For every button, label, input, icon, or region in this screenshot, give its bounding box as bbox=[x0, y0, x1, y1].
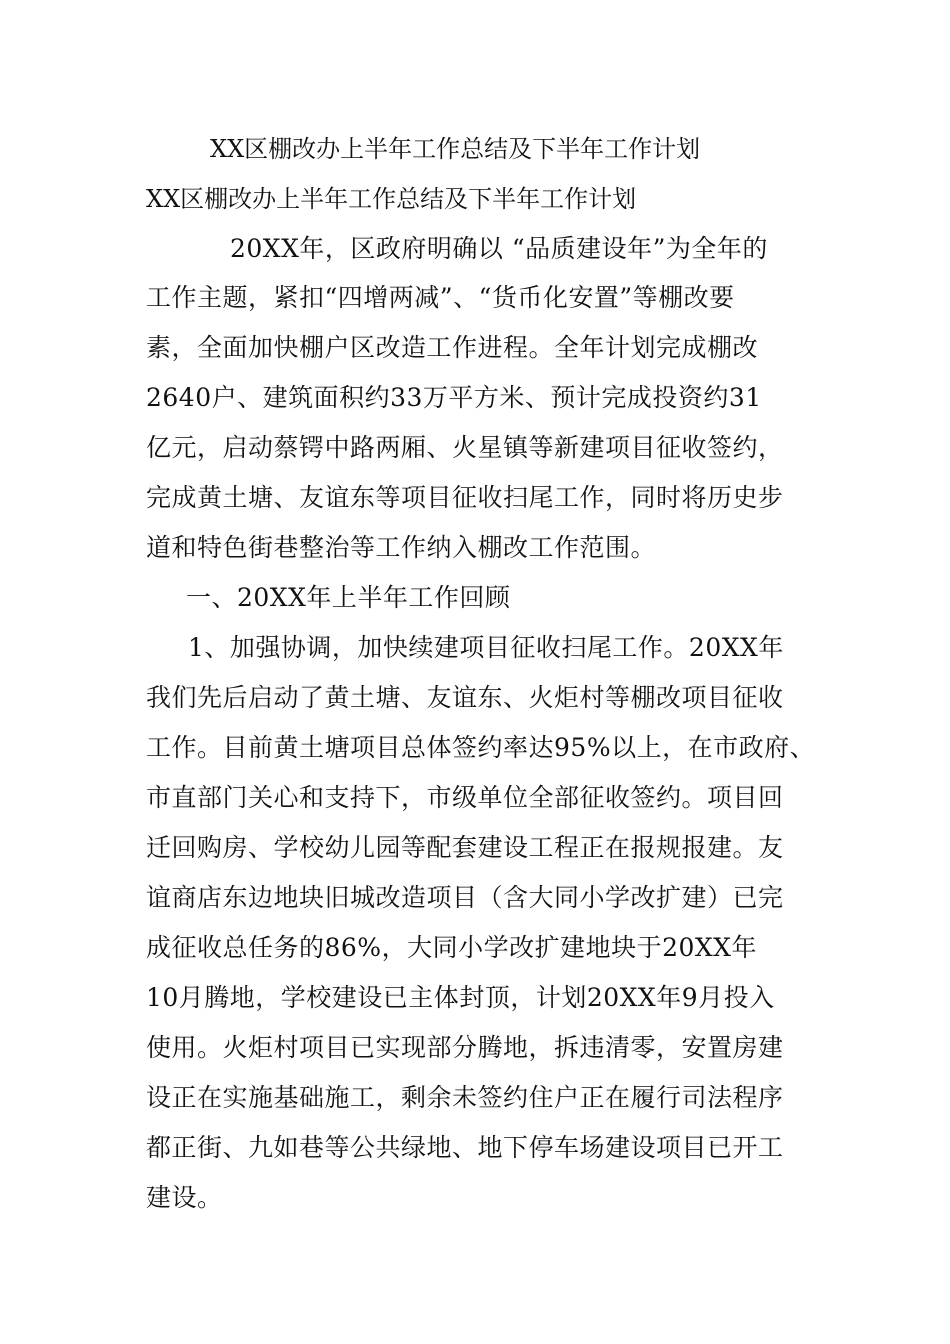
intro-line: 2640户、建筑面积约33万平方米、预计完成投资约31 bbox=[146, 383, 762, 412]
item1-line: 10月腾地，学校建设已主体封顶，计划20XX年9月投入 bbox=[146, 983, 775, 1012]
item1-line: 市直部门关心和支持下，市级单位全部征收签约。项目回 bbox=[146, 783, 784, 812]
intro-line: 亿元，启动蔡锷中路两厢、火星镇等新建项目征收签约， bbox=[146, 433, 784, 462]
intro-line: 完成黄土塘、友谊东等项目征收扫尾工作，同时将历史步 bbox=[146, 483, 784, 512]
intro-line: 20XX年，区政府明确以 “品质建设年”为全年的 bbox=[230, 234, 768, 263]
item1-line: 成征收总任务的86%，大同小学改扩建地块于20XX年 bbox=[146, 933, 757, 962]
section-heading: 一、20XX年上半年工作回顾 bbox=[186, 583, 511, 612]
item1-line: 迁回购房、学校幼儿园等配套建设工程正在报规报建。友 bbox=[146, 833, 784, 862]
item1-line: 谊商店东边地块旧城改造项目（含大同小学改扩建）已完 bbox=[146, 883, 784, 912]
document-title: XX区棚改办上半年工作总结及下半年工作计划 bbox=[210, 135, 701, 163]
item1-line: 都正街、九如巷等公共绿地、地下停车场建设项目已开工 bbox=[146, 1133, 784, 1162]
item1-line: 建设。 bbox=[146, 1183, 223, 1212]
document-subtitle: XX区棚改办上半年工作总结及下半年工作计划 bbox=[146, 185, 637, 213]
item1-line: 我们先后启动了黄土塘、友谊东、火炬村等棚改项目征收 bbox=[146, 683, 784, 712]
item1-line: 工作。目前黄土塘项目总体签约率达95%以上，在市政府、 bbox=[146, 733, 816, 762]
item1-line: 使用。火炬村项目已实现部分腾地，拆违清零，安置房建 bbox=[146, 1033, 784, 1062]
item1-line: 设正在实施基础施工，剩余未签约住户正在履行司法程序 bbox=[146, 1083, 784, 1112]
intro-line: 道和特色街巷整治等工作纳入棚改工作范围。 bbox=[146, 533, 657, 562]
intro-line: 工作主题，紧扣“四增两减”、“货币化安置”等棚改要 bbox=[146, 283, 735, 312]
intro-line: 素，全面加快棚户区改造工作进程。全年计划完成棚改 bbox=[146, 333, 759, 362]
item1-line: 1、加强协调，加快续建项目征收扫尾工作。20XX年 bbox=[188, 633, 784, 662]
